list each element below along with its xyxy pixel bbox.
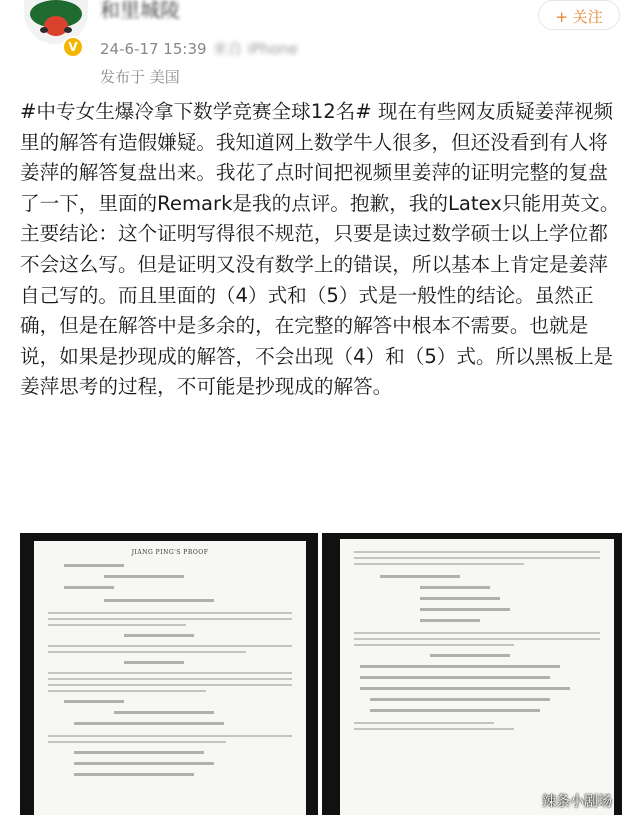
hashtag-link[interactable]: #中专女生爆冷拿下数学竞赛全球12名#: [20, 100, 372, 123]
post-header: [0, 0, 631, 92]
follow-button[interactable]: + 关注: [538, 0, 620, 30]
post-content: 现在有些网友质疑姜萍视频里的解答有造假嫌疑。我知道网上数学牛人很多，但还没看到有人将姜萍的解答复盘出来。我花了点时间把视频里姜萍的证明完整的复盘了一下，里面的Remark是我的点评。抱歉，我的Latex只能用英文。主要结论：这个证明写得很不规范，只要是读过数学硕士以上学位都不会这么写。但是证明又没有数学上的错误，所以基本上肯定是姜萍自己写的。而且里面的（4）式和（5）式是一般性的结论。虽然正确，但是在解答中是多余的，在完整的解答中根本不需要。也就是说，如果是抄现成的解答，不会出现（4）和（5）式。所以黑板上是姜萍思考的过程，不可能是抄现成的解答。: [20, 100, 620, 399]
proof-page-2: [340, 539, 614, 815]
proof-page-1: [34, 541, 306, 815]
watermark: 辣条小剧场: [542, 794, 612, 810]
post-source: 来自 iPhone: [212, 40, 298, 58]
post-text: [20, 97, 624, 403]
post-meta: [100, 38, 298, 59]
verified-badge-icon: V: [62, 36, 84, 58]
proof-image-1[interactable]: [20, 533, 318, 815]
username[interactable]: 和里城陵: [100, 0, 180, 22]
post-location: 发布于 美国: [100, 68, 180, 86]
image-gallery: [20, 533, 622, 815]
proof-image-2[interactable]: [322, 533, 622, 815]
proof-title: JIANG PING'S PROOF: [131, 549, 209, 556]
post-date: 24-6-17 15:39: [100, 40, 207, 58]
